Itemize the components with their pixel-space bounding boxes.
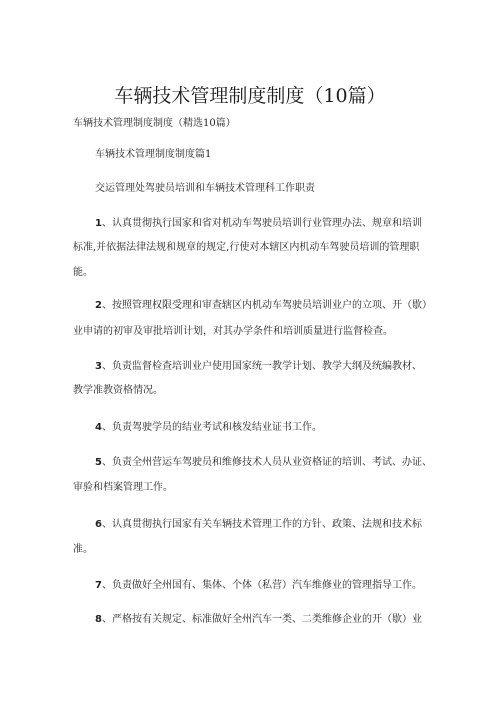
item-text: 、负责做好全州国有、集体、个体（私营）汽车维修业的管理指导工作。 (101, 580, 422, 591)
item-number: 4 (95, 422, 102, 433)
item-number: 6 (95, 519, 102, 530)
item-2-line-2: 业申请的初审及审批培训计划，对其办学条件和培训质量进行监督检查。 (73, 326, 393, 337)
document-title: 车辆技术管理制度制度（10篇） (114, 85, 386, 107)
item-number: 3 (95, 361, 102, 372)
section-heading: 车辆技术管理制度制度篇1 (95, 149, 212, 160)
item-1-line-2: 标准,并依据法律法规和规章的规定,行使对本辖区内机动车驾驶员培训的管理职 (73, 242, 420, 253)
item-3-line-1 (95, 360, 422, 374)
item-text: 、负责驾驶学员的结业考试和核发结业证书工作。 (101, 422, 322, 433)
item-1-line-3: 能。 (73, 267, 93, 278)
item-number: 2 (95, 300, 102, 311)
item-5-line-2: 审验和档案管理工作。 (73, 482, 173, 493)
document-subtitle: 车辆技术管理制度制度（精选10篇） (73, 118, 236, 129)
item-text: 、严格按有关规定、标准做好全州汽车一类、二类维修企业的开（歇）业 (101, 614, 422, 625)
item-4-line-1 (95, 421, 322, 435)
item-text: 、认真贯彻执行国家有关车辆技术管理工作的方针、政策、法规和技术标 (101, 519, 422, 530)
item-text: 、认真贯彻执行国家和省对机动车驾驶员培训行业管理办法、规章和培训 (101, 218, 422, 229)
item-8-line-1 (95, 613, 422, 627)
item-6-line-1 (95, 518, 422, 532)
item-7-line-1 (95, 579, 422, 593)
intro-line: 交运管理处驾驶员培训和车辆技术管理科工作职责 (95, 183, 315, 194)
item-number: 7 (95, 580, 102, 591)
item-text: 、负责全州营运车驾驶员和维修技术人员从业资格证的培训、考试、办证、 (101, 457, 432, 468)
item-text: 、按照管理权限受理和审查辖区内机动车驾驶员培训业户的立项、开（歇） (101, 300, 432, 311)
item-6-line-2: 准。 (73, 544, 93, 555)
item-1-line-1 (95, 217, 422, 231)
item-number: 8 (95, 614, 102, 625)
item-2-line-1 (95, 299, 432, 313)
item-5-line-1 (95, 456, 432, 470)
item-number: 5 (95, 457, 102, 468)
item-text: 、负责监督检查培训业户使用国家统一教学计划、教学大纲及统编教材、 (101, 361, 422, 372)
item-number: 1 (95, 218, 102, 229)
item-3-line-2: 教学准教资格情况。 (73, 385, 163, 396)
